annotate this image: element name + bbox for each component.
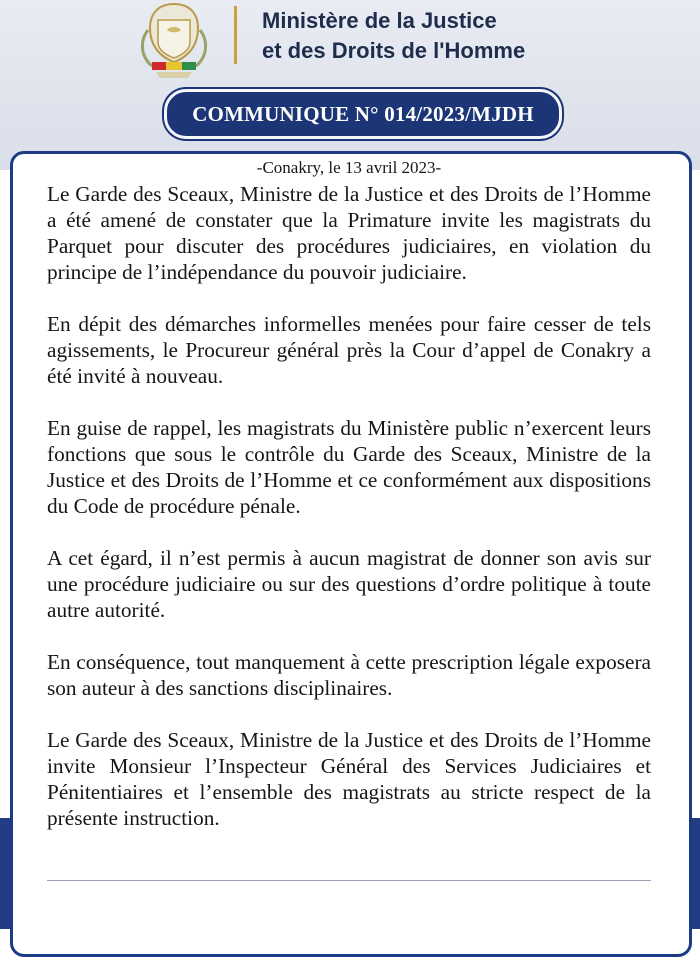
ministry-line-1: Ministère de la Justice — [262, 8, 497, 33]
communique-body — [47, 155, 651, 831]
text-rule — [47, 880, 651, 881]
paragraph-4: A cet égard, il n’est permis à aucun magistrat de donner son avis sur une procédure judiciaire ou sur des questions d’ordre politique à toute autre autorité. — [47, 546, 651, 622]
communique-title: COMMUNIQUE N° 014/2023/MJDH — [164, 89, 562, 139]
paragraph-1: Le Garde des Sceaux, Ministre de la Justice et des Droits de l’Homme a été amené de constater que la Primature invite les magistrats du Parquet pour discuter des procédures judiciaires, en violation du principe de l’indépendance du pouvoir judiciaire. — [47, 182, 651, 284]
paragraph-3: En guise de rappel, les magistrats du Ministère public n’exercent leurs fonctions que sous le contrôle du Garde des Sceaux, Ministre de la Justice et des Droits de l’Homme et ce conformément aux dispositions du Code de procédure pénale. — [47, 416, 651, 518]
paragraph-5: En conséquence, tout manquement à cette prescription légale exposera son auteur à des sanctions disciplinaires. — [47, 650, 651, 700]
paragraph-2: En dépit des démarches informelles menées pour faire cesser de tels agissements, le Procureur général près la Cour d’appel de Conakry a été invité à nouveau. — [47, 312, 651, 388]
ministry-line-2: et des Droits de l'Homme — [262, 38, 526, 63]
header-divider — [234, 6, 237, 64]
paragraph-6: Le Garde des Sceaux, Ministre de la Justice et des Droits de l’Homme invite Monsieur l’Inspecteur Général des Services Judiciaires et Pénitentiaires et l’ensemble des magistrats au stricte respect de la présente instruction. — [47, 728, 651, 830]
ministry-name — [262, 6, 682, 66]
dateline: -Conakry, le 13 avril 2023- — [256, 158, 442, 177]
guinea-coat-of-arms-icon — [128, 0, 220, 82]
